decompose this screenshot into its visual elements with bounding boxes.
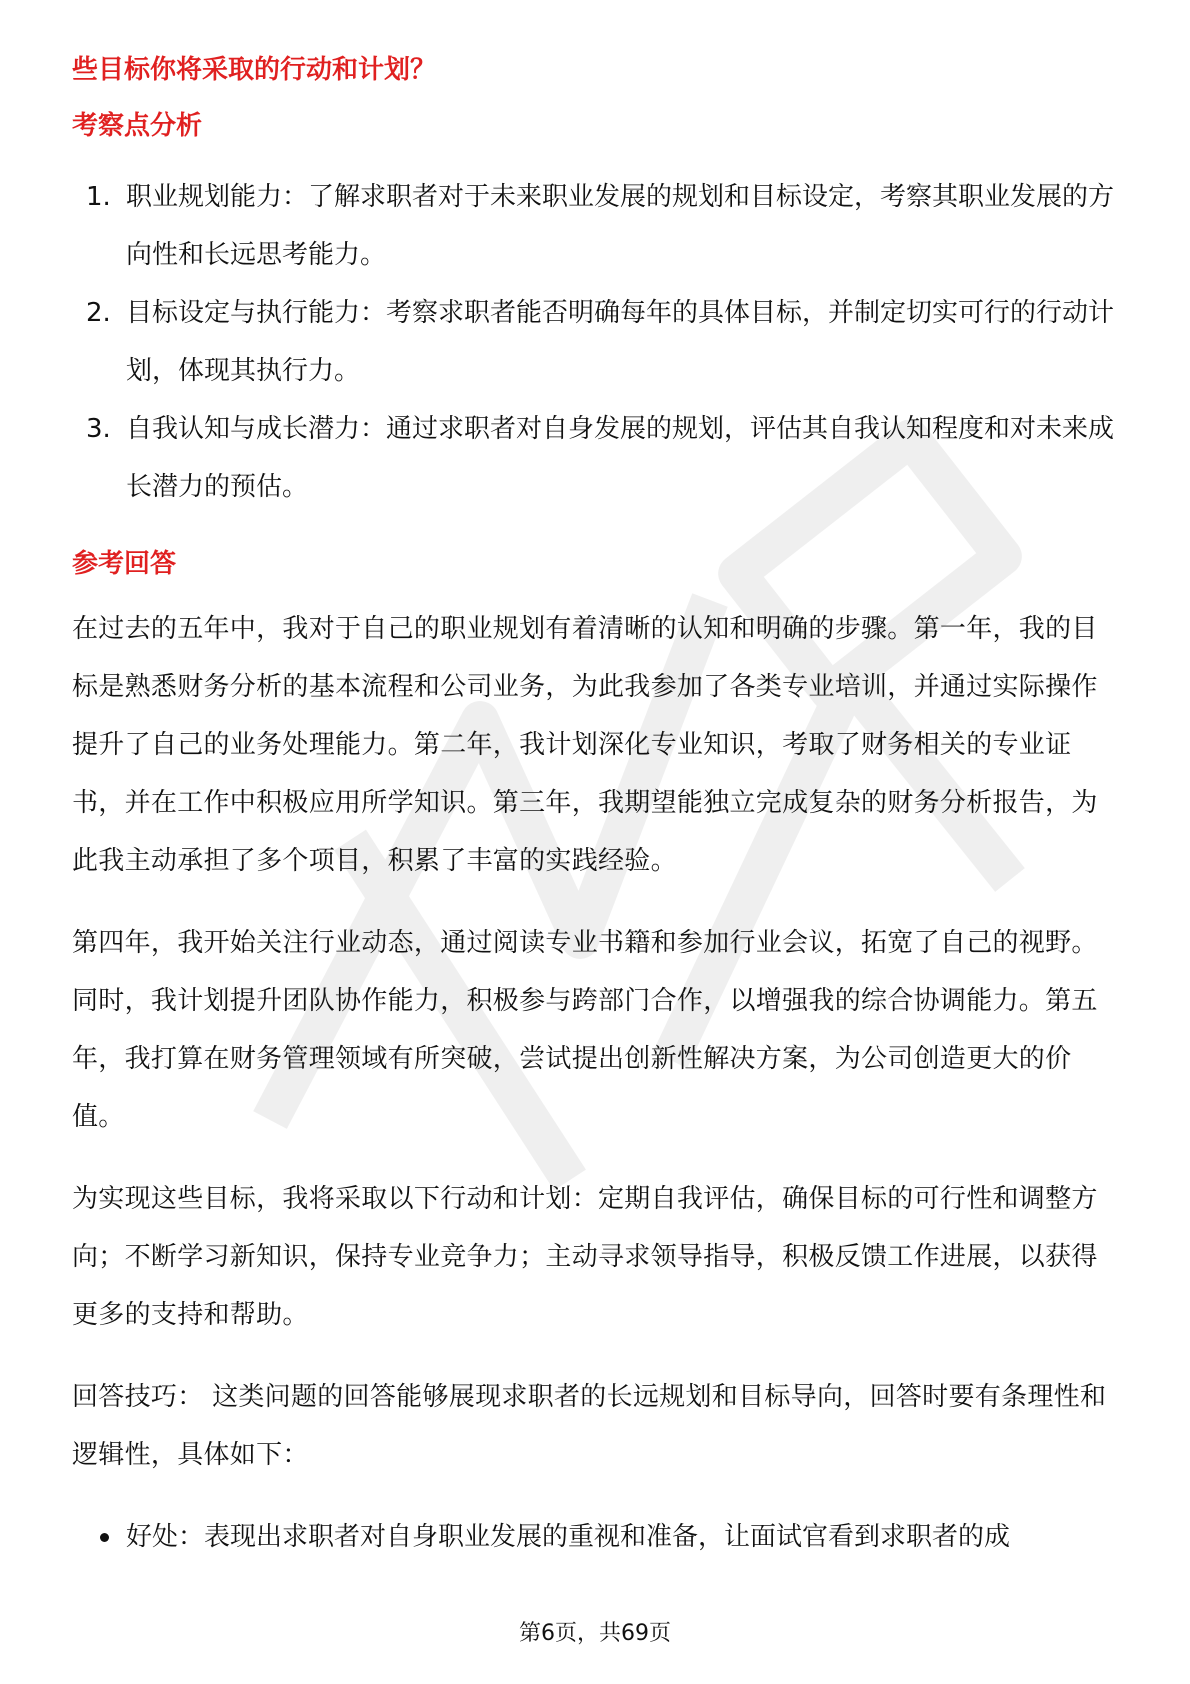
answer-heading: 参考回答 xyxy=(72,549,177,579)
page-footer: 第6页，共69页 xyxy=(519,1621,671,1646)
analysis-item xyxy=(72,284,1122,400)
analysis-item-text: 自我认知与成长潜力：通过求职者对自身发展的规划，评估其自我认知程度和对未来成长潜力的预估。 xyxy=(126,414,1115,502)
analysis-heading: 考察点分析 xyxy=(72,111,203,141)
analysis-item-number: 2. xyxy=(86,298,111,328)
analysis-item-text: 目标设定与执行能力：考察求职者能否明确每年的具体目标，并制定切实可行的行动计划，体现其执行力。 xyxy=(126,298,1115,386)
page-content xyxy=(72,48,1122,1566)
tips-bullet-text: 好处：表现出求职者对自身职业发展的重视和准备，让面试官看到求职者的成 xyxy=(126,1522,1011,1552)
analysis-list xyxy=(72,168,1122,516)
analysis-item xyxy=(72,168,1122,284)
answer-paragraph: 第四年，我开始关注行业动态，通过阅读专业书籍和参加行业会议，拓宽了自己的视野。同时，我计划提升团队协作能力，积极参与跨部门合作，以增强我的综合协调能力。第五年，我打算在财务管理领域有所突破，尝试提出创新性解决方案，为公司创造更大的价值。 xyxy=(72,928,1098,1132)
question-tail-heading: 些目标你将采取的行动和计划？ xyxy=(72,55,437,85)
answer-tips-paragraph: 回答技巧： 这类问题的回答能够展现求职者的长远规划和目标导向，回答时要有条理性和逻辑性，具体如下： xyxy=(72,1382,1107,1470)
analysis-item-number: 1. xyxy=(86,182,111,212)
tips-bullet-item xyxy=(72,1508,1122,1566)
analysis-item-number: 3. xyxy=(86,414,111,444)
answer-paragraph: 在过去的五年中，我对于自己的职业规划有着清晰的认知和明确的步骤。第一年，我的目标是熟悉财务分析的基本流程和公司业务，为此我参加了各类专业培训，并通过实际操作提升了自己的业务处理能力。第二年，我计划深化专业知识，考取了财务相关的专业证书，并在工作中积极应用所学知识。第三年，我期望能独立完成复杂的财务分析报告，为此我主动承担了多个项目，积累了丰富的实践经验。 xyxy=(72,614,1098,876)
tips-bullet-list xyxy=(72,1508,1122,1566)
analysis-item-text: 职业规划能力：了解求职者对于未来职业发展的规划和目标设定，考察其职业发展的方向性和长远思考能力。 xyxy=(126,182,1115,270)
analysis-item xyxy=(72,400,1122,516)
bullet-dot-icon xyxy=(100,1533,109,1542)
answer-paragraph: 为实现这些目标，我将采取以下行动和计划：定期自我评估，确保目标的可行性和调整方向；不断学习新知识，保持专业竞争力；主动寻求领导指导，积极反馈工作进展，以获得更多的支持和帮助。 xyxy=(72,1184,1098,1330)
